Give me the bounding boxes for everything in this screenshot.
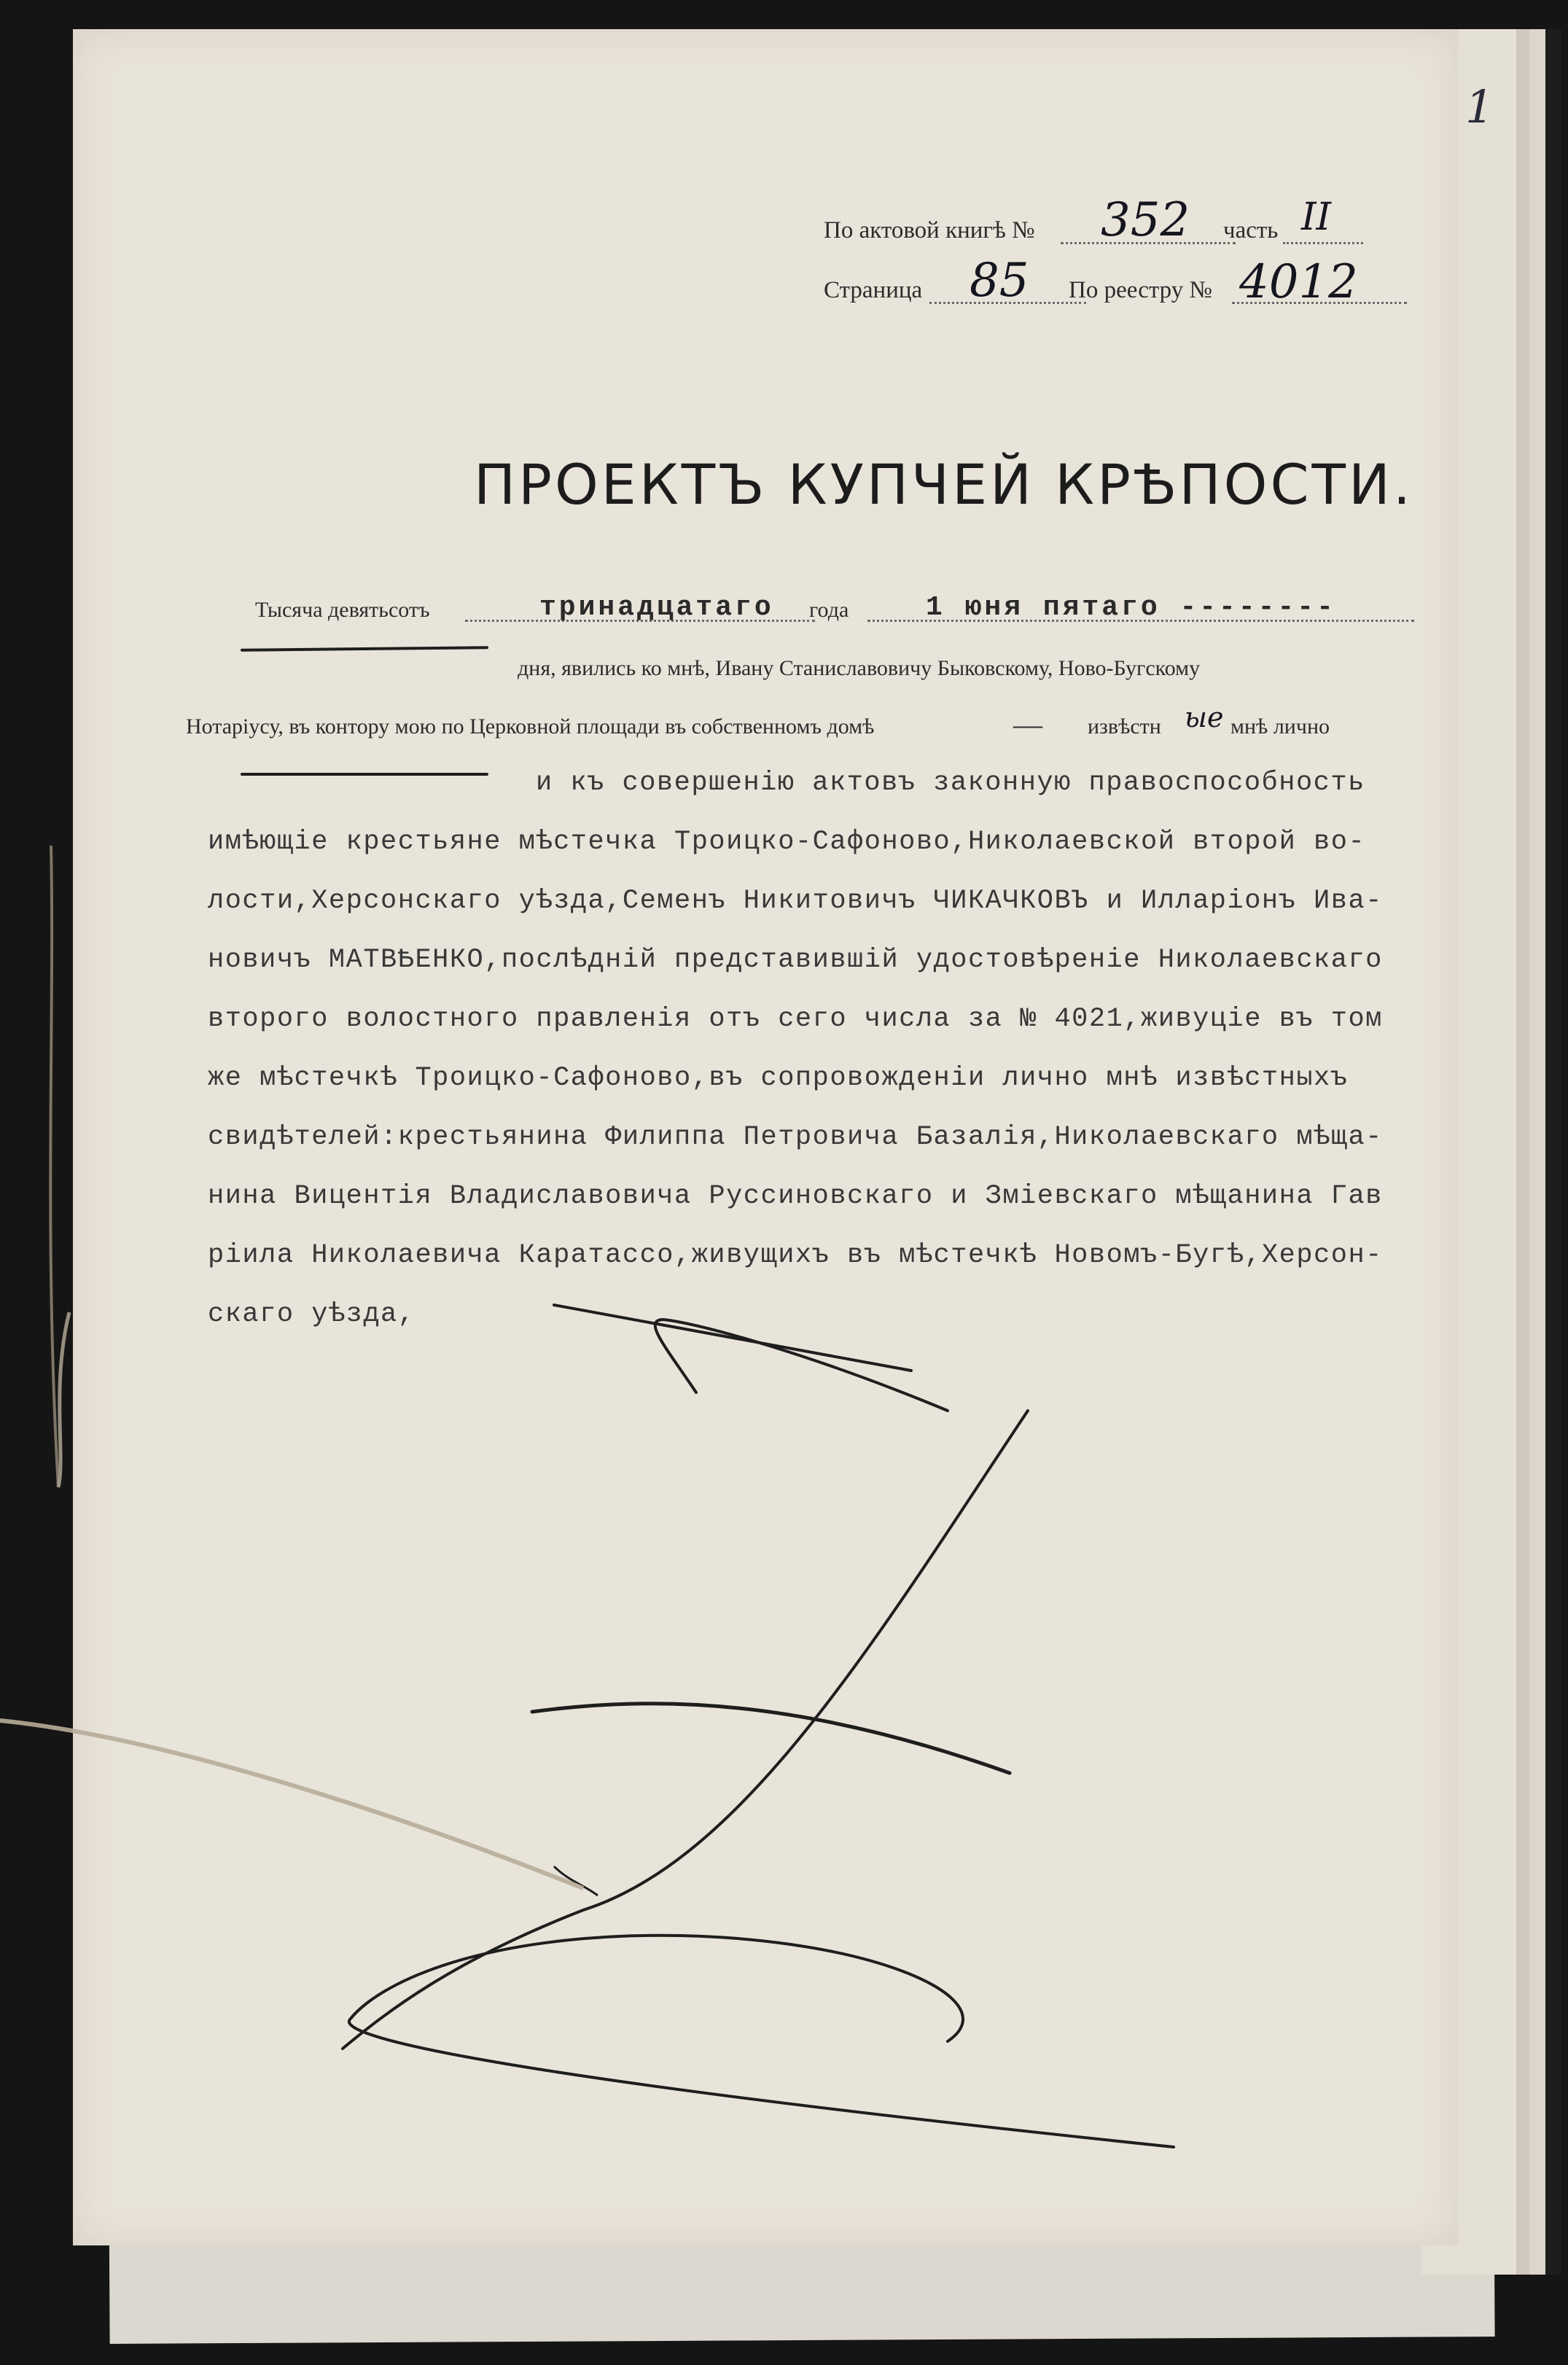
body-line: скаго уѣзда,: [208, 1299, 416, 1330]
body-line: второго волостного правленія отъ сего числа за № 4021,живуціе въ том: [208, 1004, 1383, 1035]
body-line: новичъ МАТВѢЕНКО,послѣдній представившій удостовѣреніе Николаевскаго: [208, 945, 1383, 975]
body-line: лости,Херсонскаго уѣзда,Семенъ Никитовичъ ЧИКАЧКОВЪ и Илларіонъ Ива-: [208, 886, 1383, 916]
document-title: ПРОЕКТЪ КУПЧЕЙ КРѢПОСТИ.: [474, 452, 1413, 517]
known-label: извѣстн: [1088, 714, 1161, 739]
page-value: 85: [970, 254, 1029, 308]
part-value: II: [1301, 195, 1332, 239]
book-label: По актовой книгѣ №: [824, 217, 1035, 243]
office-dash: —: [1013, 708, 1042, 741]
registry-label: По реестру №: [1069, 277, 1212, 303]
body-line: свидѣтелей:крестьянина Филиппа Петровича Базалія,Николаевскаго мѣща-: [208, 1122, 1383, 1153]
body-line: же мѣстечкѣ Троицко-Сафоново,въ сопровожденіи лично мнѣ извѣстныхъ: [208, 1063, 1349, 1094]
part-label: часть: [1223, 217, 1279, 243]
year-word: года: [809, 598, 849, 622]
known-insert: ые: [1185, 701, 1224, 733]
body-line: нина Вицентія Владиславовича Руссиновскаго и Зміевскаго мѣщанина Гав: [208, 1181, 1383, 1212]
page-label: Страница: [824, 277, 923, 303]
office-label: Нотаріусу, въ контору мою по Церковной площади въ собственномъ домѣ: [186, 714, 875, 739]
day-label: дня, явились ко мнѣ, Ивану Станиславовичу Быковскому, Ново-Бугскому: [518, 656, 1201, 680]
registry-value: 4012: [1239, 255, 1358, 309]
me-personally: мнѣ лично: [1230, 714, 1330, 739]
book-number: 352: [1101, 193, 1190, 247]
year-value: тринадцатаго: [539, 592, 774, 623]
page-number: 1: [1465, 80, 1494, 133]
body-line: ріила Николаевича Каратассо,живущихъ въ мѣстечкѣ Новомъ-Бугѣ,Херсон-: [208, 1240, 1383, 1271]
date-value: 1 юня пятаго --------: [926, 592, 1336, 623]
year-label: Тысяча девятьсотъ: [255, 598, 430, 622]
body-line: имѣющіе крестьяне мѣстечка Троицко-Сафоново,Николаевской второй во-: [208, 827, 1366, 857]
body-line: и къ совершенію актовъ законную правоспособность: [536, 768, 1365, 798]
